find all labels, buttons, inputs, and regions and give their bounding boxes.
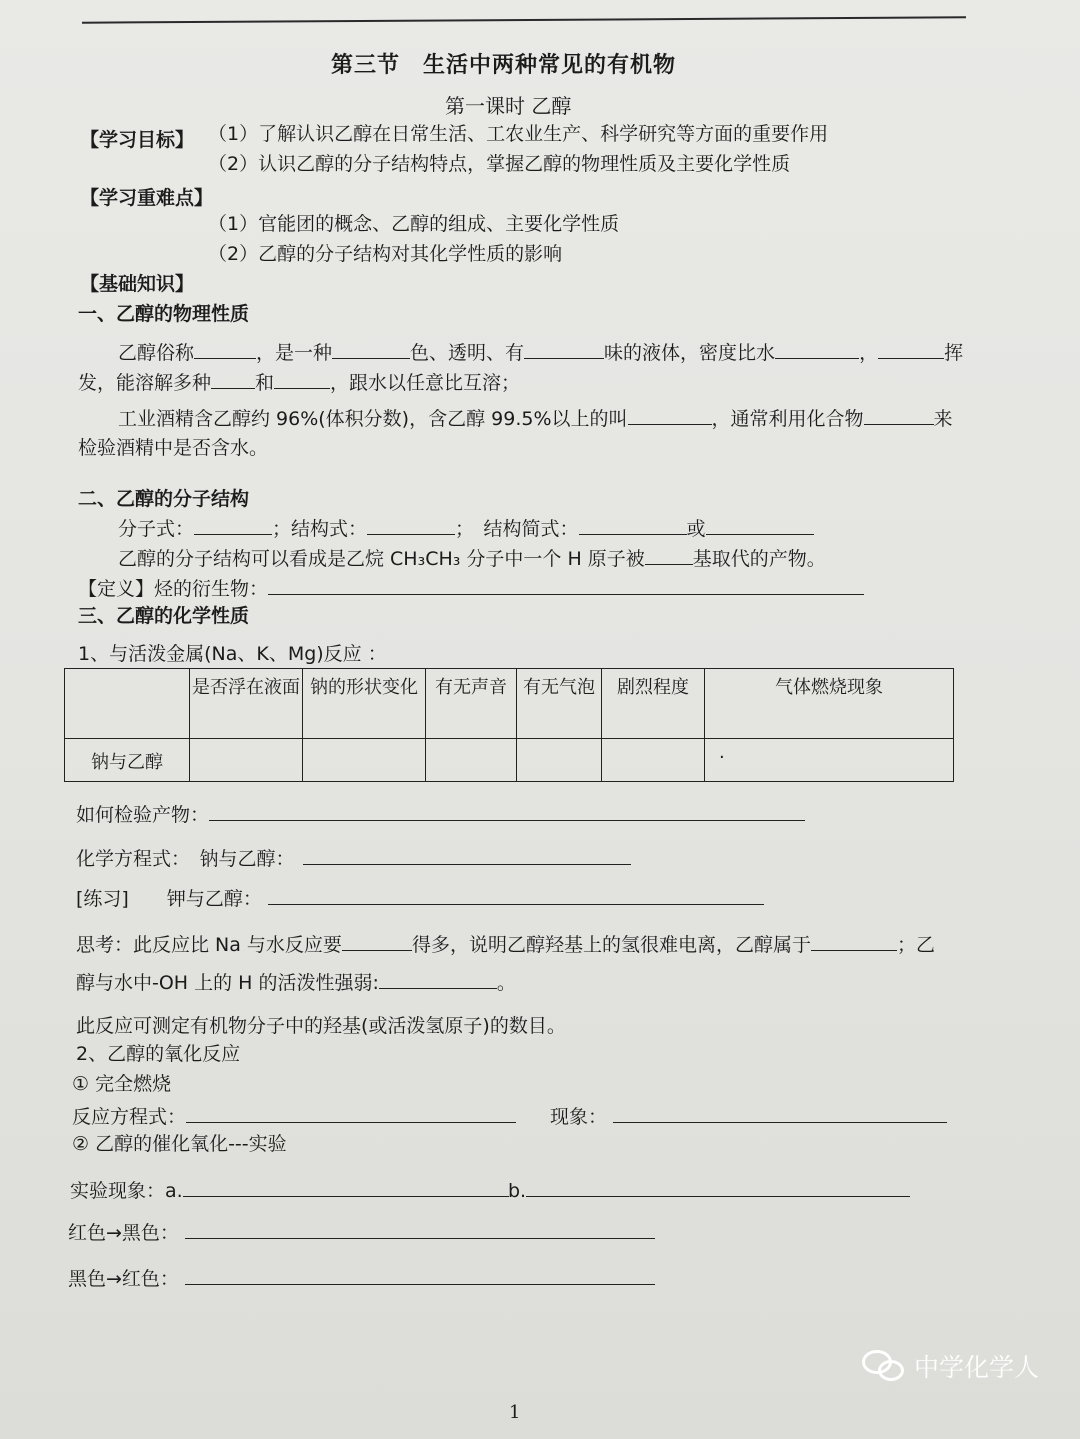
answer-blank[interactable]: [579, 516, 687, 535]
note-line: 此反应可测定有机物分子中的羟基(或活泼氢原子)的数目。: [76, 1015, 566, 1037]
section-3-title: 三、乙醇的化学性质: [78, 605, 250, 627]
table-header-cell: [65, 669, 190, 739]
experiment-table: [64, 668, 954, 782]
text-segment: 醇与水中-OH 上的 H 的活泼性强弱:: [76, 972, 379, 994]
answer-blank[interactable]: [878, 340, 944, 359]
text-segment: ，跟水以任意比互溶；: [330, 372, 521, 394]
text-segment: 工业酒精含乙醇约 96%(体积分数)，含乙醇 99.5%以上的叫: [118, 408, 628, 430]
answer-blank[interactable]: [332, 340, 410, 359]
table-header-cell: 气体燃烧现象: [705, 669, 954, 739]
page-title: 第三节 生活中两种常见的有机物: [331, 53, 677, 78]
text-segment: 现象：: [550, 1106, 608, 1128]
answer-blank[interactable]: [775, 340, 859, 359]
text-segment: 基取代的产物。: [692, 548, 826, 570]
wechat-icon: [862, 1348, 906, 1384]
think-line-1: [76, 932, 935, 957]
answer-blank[interactable]: [379, 970, 497, 989]
combustion-title: ① 完全燃烧: [72, 1073, 172, 1095]
lesson-subtitle: 第一课时 乙醇: [445, 94, 572, 118]
physical-props-line-3: [118, 406, 953, 431]
experiment-phenomenon-b: [508, 1178, 910, 1203]
text-segment: ，是一种: [256, 342, 333, 364]
table-header-cell: 有无气泡: [517, 669, 602, 739]
answer-blank[interactable]: [864, 406, 934, 425]
text-segment: 。: [496, 972, 516, 994]
substitution-line: [118, 546, 826, 571]
physical-props-line-1: [118, 340, 963, 365]
text-segment: 挥: [944, 342, 964, 364]
answer-blank[interactable]: [268, 886, 764, 905]
experiment-phenomenon-line: [70, 1178, 509, 1203]
text-segment: 【定义】烃的衍生物：: [78, 578, 269, 600]
watermark: [862, 1348, 1039, 1384]
table-cell[interactable]: [303, 739, 426, 782]
table-header-cell: 是否浮在液面: [190, 669, 303, 739]
answer-blank[interactable]: [194, 516, 272, 535]
text-segment: ；结构式：: [272, 518, 368, 540]
answer-blank[interactable]: [613, 1104, 947, 1123]
think-line-2: [76, 970, 516, 995]
physical-props-line-2: [78, 370, 520, 395]
reaction-equation-line: [72, 1104, 516, 1129]
text-segment: 思考：此反应比 Na 与水反应要: [76, 934, 342, 956]
text-segment: 发，能溶解多种: [78, 372, 212, 394]
text-segment: 反应方程式：: [72, 1106, 187, 1128]
answer-blank[interactable]: [268, 576, 864, 595]
phenomenon-line: [550, 1104, 947, 1129]
table-cell[interactable]: [602, 739, 705, 782]
objective-2: （2）认识乙醇的分子结构特点，掌握乙醇的物理性质及主要化学性质: [208, 153, 791, 175]
table-cell[interactable]: [190, 739, 303, 782]
answer-blank[interactable]: [645, 546, 693, 565]
objectives-label: 【学习目标】: [80, 129, 195, 151]
answer-blank[interactable]: [811, 932, 897, 951]
text-segment: ； 结构简式：: [455, 518, 579, 540]
section-1-title: 一、乙醇的物理性质: [78, 303, 250, 325]
table-header-cell: 有无声音: [426, 669, 517, 739]
table-header-row: [65, 669, 954, 739]
text-segment: 黑色→红色：: [68, 1268, 179, 1290]
answer-blank[interactable]: [367, 516, 455, 535]
key-point-2: （2）乙醇的分子结构对其化学性质的影响: [208, 243, 563, 265]
catalytic-oxidation-title: ② 乙醇的催化氧化---实验: [72, 1133, 287, 1155]
text-segment: ，通常利用化合物: [711, 408, 864, 430]
page-number: 1: [509, 1402, 521, 1423]
text-segment: 色、透明、有: [410, 342, 525, 364]
table-row: [65, 739, 954, 782]
practice-line: [76, 886, 764, 911]
text-segment: [练习] 钾与乙醇：: [76, 888, 262, 910]
formula-line: [118, 516, 814, 541]
text-segment: 或: [686, 518, 706, 540]
text-segment: 和: [255, 372, 275, 394]
text-segment: b.: [508, 1180, 527, 1202]
answer-blank[interactable]: [628, 406, 712, 425]
text-segment: 得多，说明乙醇羟基上的氢很难电离，乙醇属于: [411, 934, 811, 956]
answer-blank[interactable]: [526, 1178, 910, 1197]
table-cell[interactable]: [517, 739, 602, 782]
answer-blank[interactable]: [209, 802, 805, 821]
answer-blank[interactable]: [183, 1178, 509, 1197]
table-header-cell: 剧烈程度: [602, 669, 705, 739]
answer-blank[interactable]: [342, 932, 412, 951]
answer-blank[interactable]: [303, 846, 631, 865]
test-product-line: [76, 802, 805, 827]
answer-blank[interactable]: [194, 340, 256, 359]
text-segment: 如何检验产物：: [76, 804, 210, 826]
answer-blank[interactable]: [185, 1266, 655, 1285]
text-segment: ；乙: [896, 934, 935, 956]
answer-blank[interactable]: [185, 1220, 655, 1239]
text-segment: 乙醇的分子结构可以看成是乙烷 CH₃CH₃ 分子中一个 H 原子被: [118, 548, 645, 570]
text-segment: 化学方程式： 钠与乙醇：: [76, 848, 295, 870]
physical-props-line-4: 检验酒精中是否含水。: [78, 437, 269, 459]
answer-blank[interactable]: [186, 1104, 516, 1123]
key-point-1: （1）官能团的概念、乙醇的组成、主要化学性质: [208, 213, 620, 235]
text-segment: 乙醇俗称: [118, 342, 195, 364]
red-to-black-line: [68, 1220, 655, 1245]
table-cell[interactable]: ·: [705, 739, 954, 782]
section-2-title: 二、乙醇的分子结构: [78, 488, 250, 510]
text-segment: 分子式：: [118, 518, 195, 540]
definition-line: [78, 576, 864, 601]
top-rule: [82, 16, 966, 23]
table-header-cell: 钠的形状变化: [303, 669, 426, 739]
objective-1: （1）了解认识乙醇在日常生活、工农业生产、科学研究等方面的重要作用: [208, 123, 829, 145]
text-segment: 实验现象：a.: [70, 1180, 183, 1202]
text-segment: 红色→黑色：: [68, 1222, 179, 1244]
answer-blank[interactable]: [706, 516, 814, 535]
answer-blank[interactable]: [274, 370, 330, 389]
subsection-1-title: 1、与活泼金属(Na、K、Mg)反应 ：: [78, 643, 387, 665]
basics-label: 【基础知识】: [80, 273, 195, 295]
black-to-red-line: [68, 1266, 655, 1291]
text-segment: 来: [933, 408, 953, 430]
equation-line: [76, 846, 631, 871]
watermark-text: 中学化学人: [914, 1353, 1040, 1382]
answer-blank[interactable]: [524, 340, 604, 359]
text-segment: 味的液体，密度比水: [604, 342, 776, 364]
text-segment: ，: [859, 342, 879, 364]
answer-blank[interactable]: [211, 370, 255, 389]
subsection-2-title: 2、乙醇的氧化反应: [76, 1043, 241, 1065]
table-cell[interactable]: [426, 739, 517, 782]
key-points-label: 【学习重难点】: [80, 187, 214, 209]
table-row-label: 钠与乙醇: [65, 739, 190, 782]
